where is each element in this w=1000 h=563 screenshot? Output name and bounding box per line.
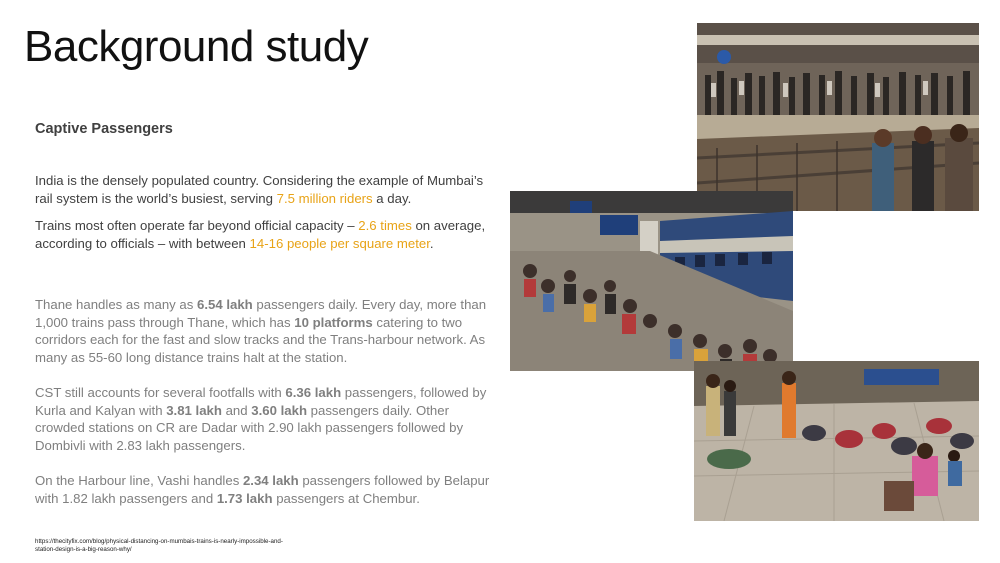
paragraph-capacity <box>35 217 495 252</box>
p4-bold-1: 6.36 lakh <box>285 385 342 400</box>
paragraph-busiest-rail <box>35 172 495 207</box>
slide-title: Background study <box>24 22 369 71</box>
p3-text-a: Thane handles as many as <box>35 297 198 312</box>
p3-bold-2: 10 platforms <box>294 314 373 330</box>
paragraph-thane <box>35 296 495 366</box>
station-platform-train-photo <box>510 191 793 371</box>
p4-text-b: passengers, followed by Kurla and Kalyan with <box>35 385 487 418</box>
p5-text-c: passengers at Chembur. <box>272 490 420 506</box>
p4-text-a: CST still accounts for several footfalls with <box>35 385 286 400</box>
p1-text-b: a day. <box>372 190 412 206</box>
paragraph-harbour <box>35 472 495 507</box>
paragraph-cst <box>35 384 495 454</box>
p1-highlight: 7.5 million riders <box>276 190 373 206</box>
section-subtitle: Captive Passengers <box>35 121 173 137</box>
p3-text-c: catering to two corridors each for the fast and slow tracks and the Trans-harbour network. As many as 55-60 long distance trains halt at the station. <box>35 314 486 365</box>
p2-text-a: Trains most often operate far beyond official capacity – <box>35 218 359 233</box>
p4-text-c: and <box>221 402 252 418</box>
p2-text-c: . <box>429 235 434 251</box>
p5-text-a: On the Harbour line, Vashi handles <box>35 473 243 488</box>
p4-bold-2: 3.81 lakh <box>166 402 222 418</box>
p4-text-d: passengers daily. Other crowded stations on CR are Dadar with 2.90 lakh passengers followed by Dombivli with 2.83 lakh passengers. <box>35 402 464 453</box>
p1-text-a: India is the densely populated country. Considering the example of Mumbai’s rail system is the world’s busiest, serving <box>35 173 484 206</box>
p2-highlight-density: 14-16 people per square meter <box>249 235 430 251</box>
p3-bold-1: 6.54 lakh <box>197 297 253 312</box>
station-floor-crowd-photo <box>694 361 979 521</box>
p5-text-b: passengers followed by Belapur with 1.82 lakh passengers and <box>35 473 490 506</box>
p2-highlight-capacity: 2.6 times <box>358 218 412 233</box>
p4-bold-3: 3.60 lakh <box>251 402 307 418</box>
platform-crowd-photo <box>697 23 979 211</box>
p5-bold-2: 1.73 lakh <box>216 490 273 506</box>
p2-text-b: on average, according to officials – with between <box>35 218 486 251</box>
p3-text-b: passengers daily. Every day, more than 1,000 trains pass through Thane, which has <box>35 297 487 330</box>
p5-bold-1: 2.34 lakh <box>242 473 299 488</box>
source-url[interactable]: https://thecityfix.com/blog/physical-distancing-on-mumbais-trains-is-nearly-impossible-and-station-design-is-a-big-reason-why/ <box>35 538 283 553</box>
